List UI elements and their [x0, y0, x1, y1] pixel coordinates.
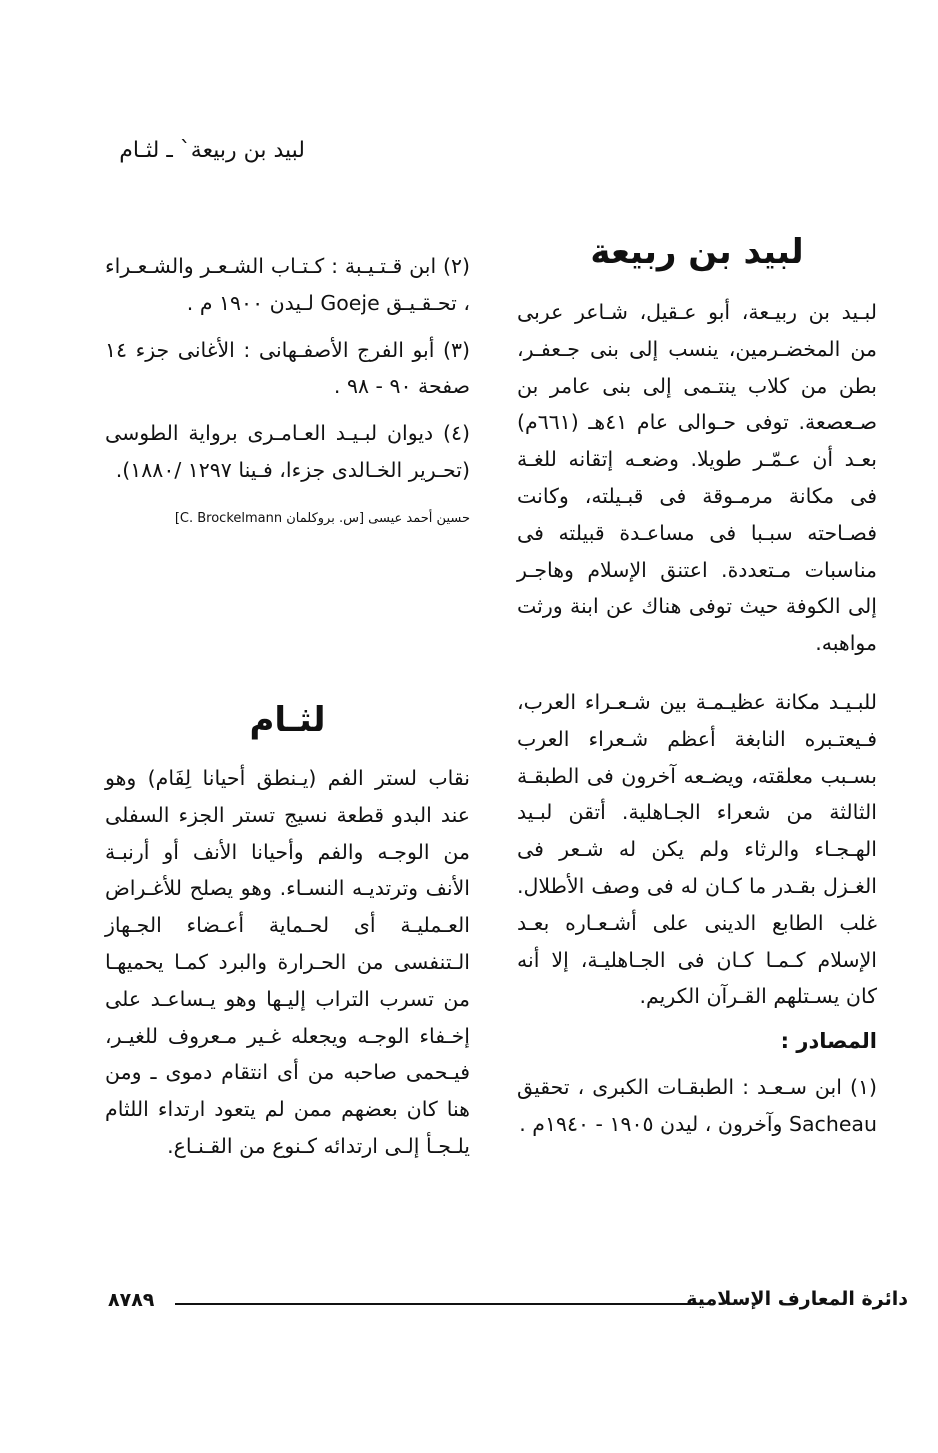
article-paragraph: للبـيـد مكانة عظيـمـة بين شـعـراء العرب، فـيعتـبره النابغة أعظم شـعراء العرب بسـبب معلقته، ويضـعه آخرون فى الطبقـة الثالثة من شعراء الجـاهلية. أتقن لبـيد الهـجـاء والرثاء ولم يكن له شـعر فى الغـزل بقـدر ما كـان له فى وصف الأطلال. غلب الطابع الدينى على أشـعـاره بعـد الإسلام كـمـا كـان فى الجـاهليـة، إلا أنه كان يسـتلهم القـرآن الكريم.: [517, 689, 877, 1009]
source-entry: (١) ابن سـعـد : الطبقـات الكبرى ، تحقيق Sacheau وآخرون ، ليدن ١٩٠٥ - ١٩٤٠م .: [517, 1075, 877, 1136]
article-body-litham: [105, 760, 470, 1165]
source-entry: (٣) أبو الفرج الأصفـهانى : الأغانى جزء ١٤ صفحة ٩٠ - ٩٨ .: [105, 337, 470, 399]
source-entry: (٤) ديوان لبـيـد العـامـرى برواية الطوسى (تحـرير الخـالدى جزءا، فـينا ١٢٩٧ /١٨٨٠).: [105, 421, 470, 482]
footer-publication-title: دائرة المعارف الإسلامية: [686, 1288, 908, 1310]
running-header: لبيد بن ربيعة` ـ لثـام: [119, 138, 305, 163]
article-body-labid: [517, 294, 877, 1143]
sources-list-continued: [105, 248, 470, 526]
article-title-litham: لثـام: [249, 700, 326, 740]
sources-heading: المصادر :: [780, 1029, 877, 1054]
author-line: حسين أحمد عيسى [س. بروكلمان C. Brockelmann]: [174, 510, 470, 526]
article-paragraph: نقاب لستر الفم (يـنطق أحيانا لِفَام) وهو عند البدو قطعة نسيج تستر الجزء السفلى من الوجـه والفم وأحيانا الأنف أو أرنبـة الأنف وترتديـه النسـاء. وهو يصلح للأغـراض العـمليـة أى لحـماية أعـضاء الجـهاز الـتنفسى من الحـرارة والبرد كمـا يحميهـا من تسرب التراب إليـها وهو يـساعـد على إخـفاء الوجـه ويجعله غـير مـعروف للغيـر، فيـحمى صاحبه من أى انتقام دموى ـ ومن هنا كان بعضهم ممن لم يتعود ارتداء اللثام يلـجـأ إلـى ارتدائه كـنوع من القـنـاع.: [105, 766, 470, 1158]
page-number: ٨٧٨٩: [108, 1289, 155, 1311]
source-entry: (٢) ابن قـتـيـبة : كـتـاب الشـعـر والشـعـراء ، تحـقـيـق Goeje لـيدن ١٩٠٠ م .: [105, 254, 470, 315]
article-paragraph: لبـيد بن ربيـعة، أبو عـقيل، شـاعر عربى من المخضـرمين، ينسب إلى بنى جـعفـر، بطن من كلاب ينتـمى إلى بنى عامر بن صـعصعة. توفى حـوالى عام ٤١هـ (٦٦١م) بعـد أن عـمّـر طويلا. وضعـه إتقانه للغـة فى مكانة مرمـوقة فى قبـيلته، وكانت فصـاحته سبـبا فى مساعـدة قبيلته فى مناسبات مـتعددة. اعتنق الإسلام وهاجـر إلى الكوفة حيث توفى هناك عن ابنة ورثت مواهبه.: [517, 300, 877, 656]
article-title-labid: لبيد بن ربيعة: [590, 232, 804, 272]
footer-rule: [175, 1303, 702, 1305]
